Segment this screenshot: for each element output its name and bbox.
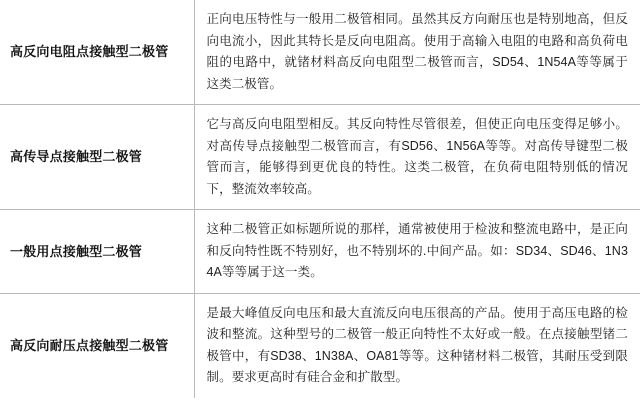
table-cell-term (0, 210, 194, 294)
term-label: 一般用点接触型二极管 (10, 243, 143, 259)
table-cell-description (194, 210, 640, 294)
description-text: 正向电压特性与一般用二极管相同。虽然其反方向耐压也是特别地高，但反向电流小，因此其特长是反向电阻高。使用于高输入电阻的电路和高负荷电阻的电路中，就锗材料高反向电阻型二极管而言，SD54、1N54A等等属于这类二极管。 (206, 12, 628, 91)
description-text: 是最大峰值反向电压和最大直流反向电压很高的产品。使用于高压电路的检波和整流。这种型号的二极管一般正向特性不太好或一般。在点接触型锗二极管中，有SD38、1N38A、OA81等等。这种锗材料二极管，其耐压受到限制。要求更高时有硅合金和扩散型。 (206, 305, 628, 384)
table-row (0, 105, 640, 210)
description-text: 它与高反向电阻型相反。其反向特性尽管很差，但使正向电压变得足够小。对高传导点接触型二极管而言，有SD56、1N56A等等。对高传导键型二极管而言，能够得到更优良的特性。这类二极管，在负荷电阻特别低的情况下，整流效率较高。 (206, 117, 628, 196)
table-cell-description (194, 0, 640, 105)
table-cell-description (194, 105, 640, 210)
table-cell-term (0, 105, 194, 210)
table-row (0, 210, 640, 294)
table-cell-term (0, 0, 194, 105)
description-text: 这种二极管正如标题所说的那样，通常被使用于检波和整流电路中，是正向和反向特性既不特别好，也不特别坏的.中间产品。如：SD34、SD46、1N34A等等属于这一类。 (206, 222, 628, 279)
term-label: 高反向耐压点接触型二极管 (10, 337, 169, 353)
table-cell-description (194, 293, 640, 398)
term-label: 高传导点接触型二极管 (10, 149, 143, 165)
table-cell-term (0, 293, 194, 398)
term-label: 高反向电阻点接触型二极管 (10, 44, 169, 60)
table-row (0, 293, 640, 398)
table-row (0, 0, 640, 105)
